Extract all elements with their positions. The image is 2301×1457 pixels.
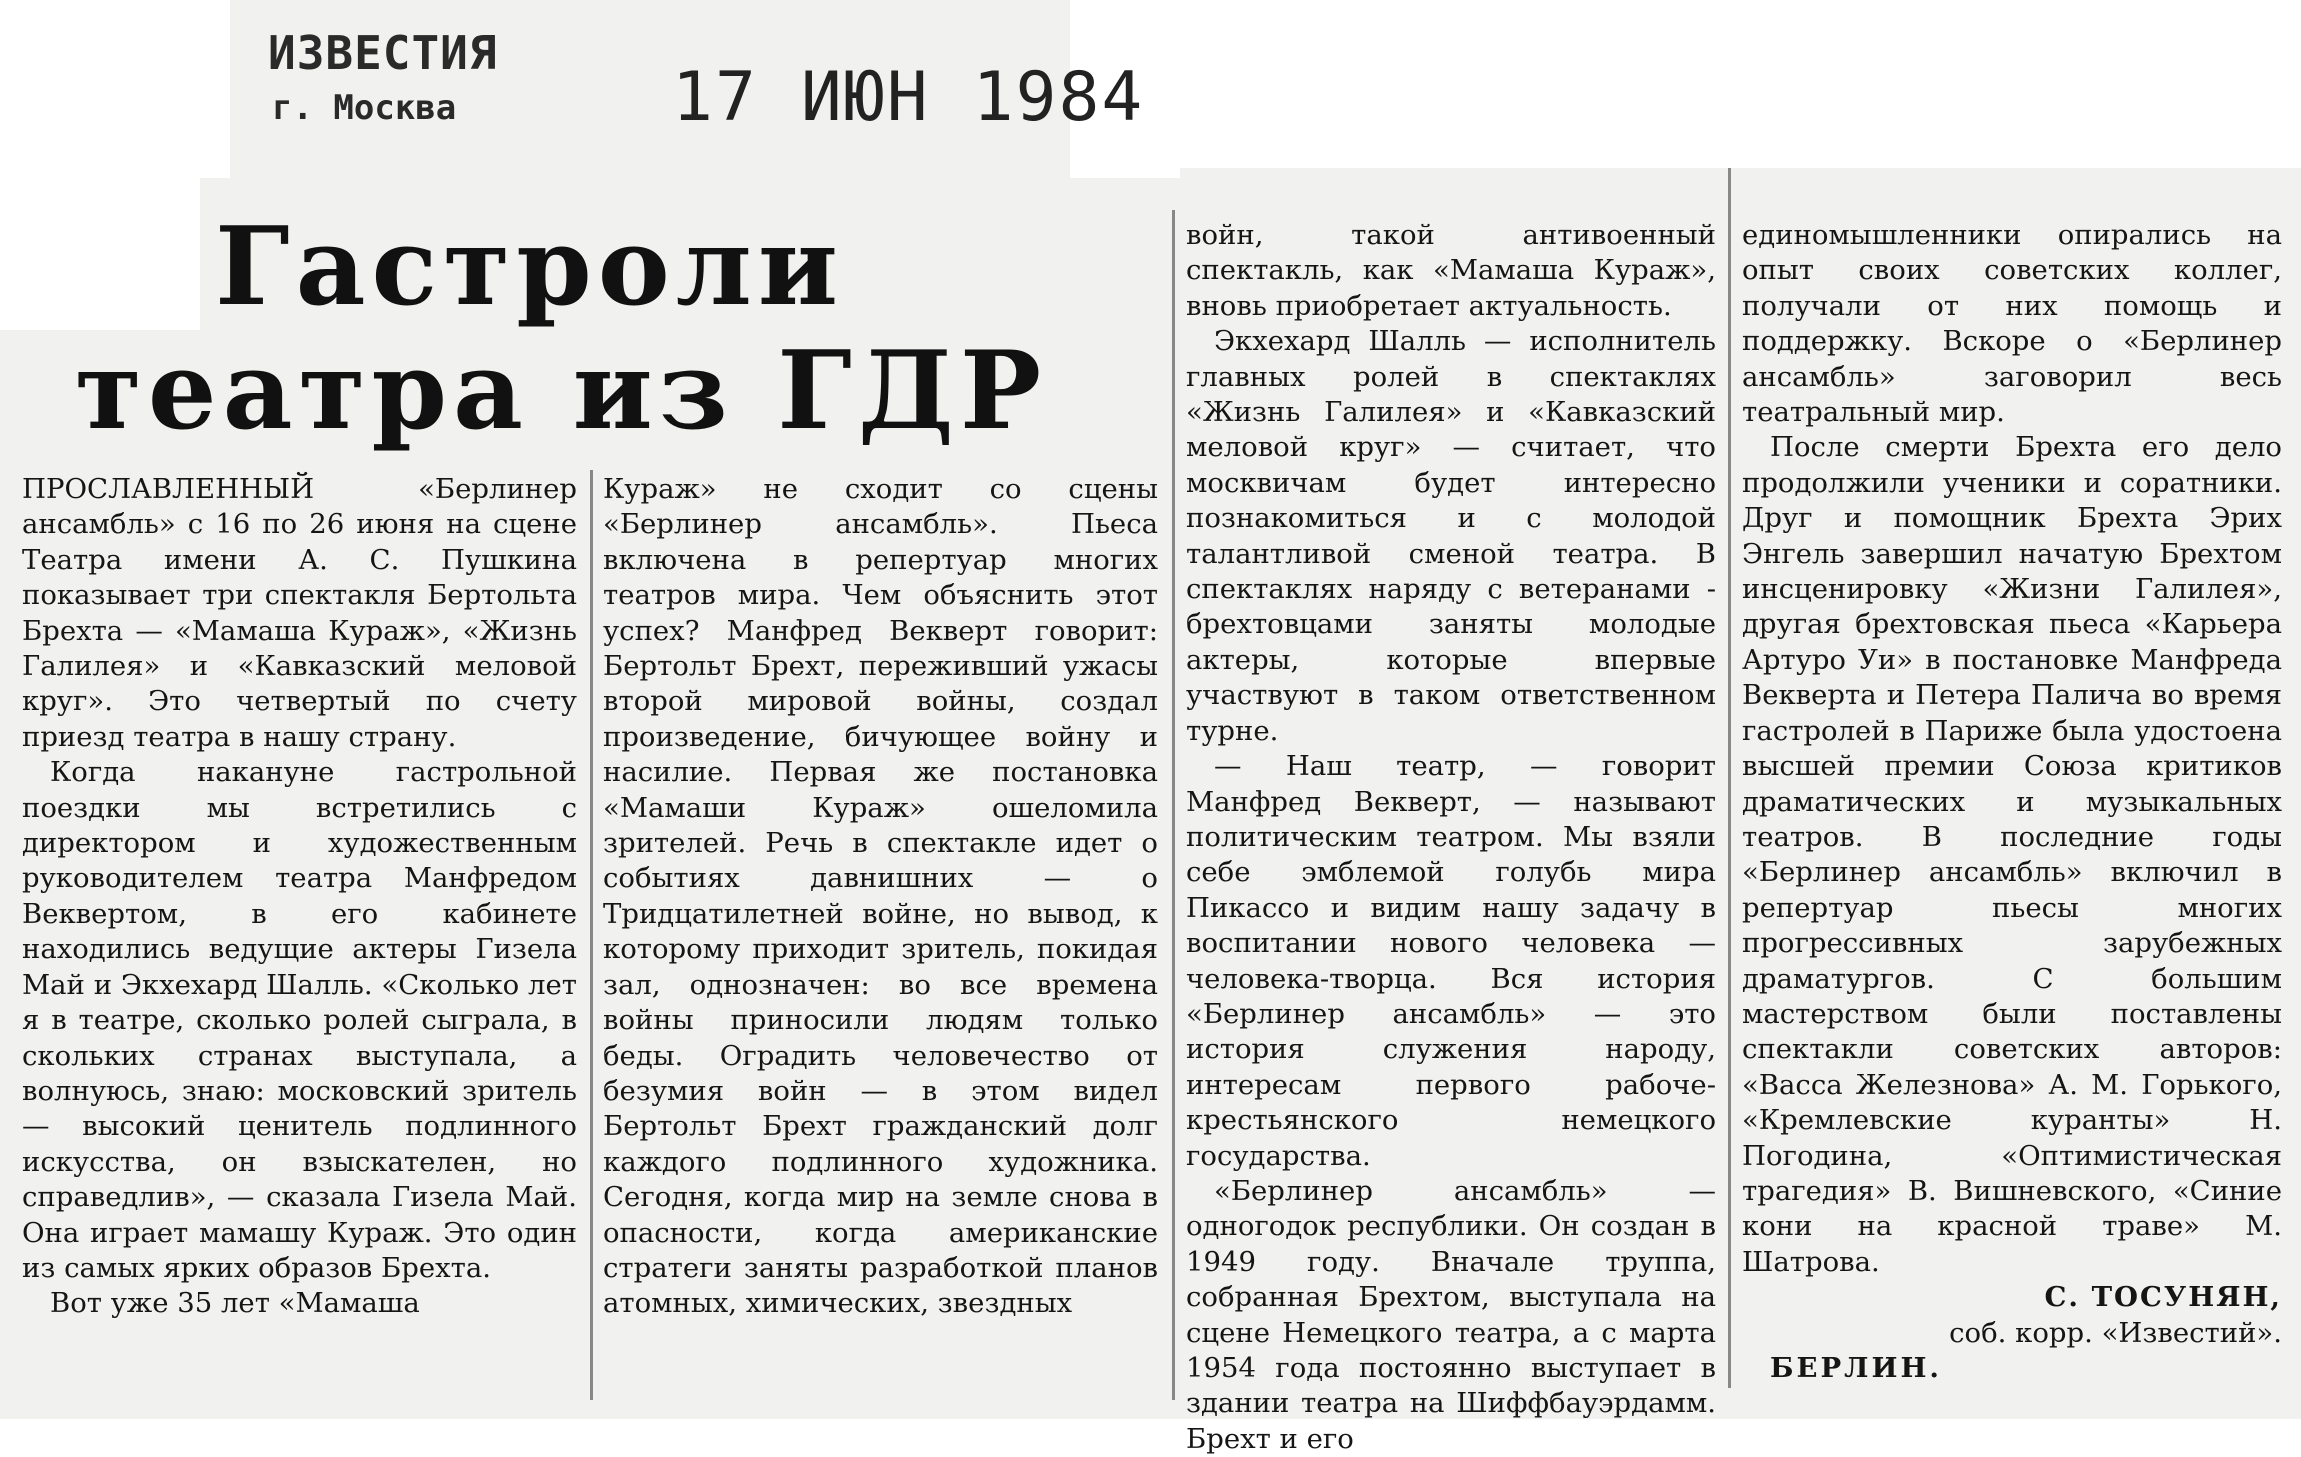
author-role: соб. корр. «Известий». <box>1949 1316 2282 1349</box>
headline-line-2: театра из ГДР <box>75 328 1048 454</box>
column-rule <box>1728 168 1731 1388</box>
stamp-date: 17 ИЮН 1984 <box>672 58 1145 137</box>
paragraph: После смерти Брехта его дело продолжили ученики и соратники. Друг и помощник Брехта Эрих Энгель завершил начатую Брехтом инсценировку «Жизни Галилея», другая брехтовская пьеса «Карьера Артуро Уи» в постановке Манфреда Векверта и Петера Палича во время гастролей в Париже была удостоена высшей премии Союза критиков драматических и музыкальных театров. В последние годы «Берлинер ансамбль» включил в репертуар пьесы многих прогрессивных зарубежных драматургов. С большим мастерством были поставлены спектакли советских авторов: «Васса Железнова» А. М. Горького, «Кремлевские куранты» Н. Погодина, «Оптимистическая трагедия» В. Вишневского, «Синие кони на красной траве» М. Шатрова. <box>1742 431 2282 1278</box>
article-column-2 <box>603 472 1158 1322</box>
paragraph: Кураж» не сходит со сцены «Берлинер ансамбль». Пьеса включена в репертуар многих театров мира. Чем объяснить этот успех? Манфред Векверт говорит: Бертольт Брехт, переживший ужасы второй мировой войны, создал произведение, бичующее войну и насилие. Первая же постановка «Мамаши Кураж» ошеломила зрителей. Речь в спектакле идет о событиях давнишних — о Тридцатилетней войне, но вывод, к которому приходит зритель, покидая зал, однозначен: во все времена войны приносили людям только беды. Оградить человечество от безумия войн — в этом видел Бертольт Брехт гражданский долг каждого подлинного художника. Сегодня, когда мир на земле снова в опасности, когда американские стратеги заняты разработкой планов атомных, химических, звездных <box>603 473 1158 1320</box>
paragraph: Вот уже 35 лет «Мамаша <box>50 1287 420 1320</box>
stamp-city: г. Москва <box>272 88 457 128</box>
headline-line-1: Гастроли <box>215 204 845 330</box>
paragraph: единомышленники опирались на опыт своих советских коллег, получали от них помощь и поддержку. Вскоре о «Берлинер ансамбль» заговорил весь театральный мир. <box>1742 219 2282 429</box>
article-column-3 <box>1186 218 1716 1457</box>
column-rule <box>590 470 593 1400</box>
paragraph: «Берлинер ансамбль» — одногодок республики. Он создан в 1949 году. Вначале труппа, собранная Брехтом, выступала на сцене Немецкого театра, а с марта 1954 года постоянно выступает в здании театра на Шиффбауэрдамм. Брехт и его <box>1186 1174 1716 1455</box>
column-rule <box>1172 210 1175 1400</box>
paragraph: — Наш театр, — говорит Манфред Векверт, — называют политическим театром. Мы взяли себе эмблемой голубь мира Пикассо и видим нашу задачу в воспитании нового человека — человека-творца. Вся история «Берлинер ансамбль» — это история служения народу, интересам первого рабоче-крестьянского немецкого государства. <box>1186 750 1716 1172</box>
dateline: БЕРЛИН. <box>1770 1352 1942 1384</box>
article-column-1 <box>22 472 577 1322</box>
paragraph: Экхехард Шалль — исполнитель главных ролей в спектаклях «Жизнь Галилея» и «Кавказский меловой круг» — считает, что москвичам будет интересно познакомиться и с молодой талантливой сменой театра. В спектаклях наряду с ветеранами - брехтовцами заняты молодые актеры, которые впервые участвуют в таком ответственном турне. <box>1186 325 1716 747</box>
paragraph: войн, такой антивоенный спектакль, как «Мамаша Кураж», вновь приобретает актуальность. <box>1186 219 1716 322</box>
paragraph: Когда накануне гастрольной поездки мы встретились с директором и художественным руководителем театра Манфредом Веквертом, в его кабинете находились ведущие актеры Гизела Май и Экхехард Шалль. «Сколько лет я в театре, сколько ролей сыграла, в скольких странах выступала, а волнуюсь, знаю: московский зритель — высокий ценитель подлинного искусства, он взыскателен, но справедлив», — сказала Гизела Май. Она играет мамашу Кураж. Это один из самых ярких образов Брехта. <box>22 756 577 1284</box>
article-column-4 <box>1742 218 2282 1386</box>
stamp-publication: ИЗВЕСТИЯ <box>268 26 498 80</box>
article-headline <box>75 204 1175 454</box>
author-signature: С. ТОСУНЯН, <box>2044 1281 2282 1314</box>
paragraph: ПРОСЛАВЛЕННЫЙ «Берлинер ансамбль» с 16 по 26 июня на сцене Театра имени А. С. Пушкина показывает три спектакля Бертольта Брехта — «Мамаша Кураж», «Жизнь Галилея» и «Кавказский меловой круг». Это четвертый по счету приезд театра в нашу страну. <box>22 473 577 753</box>
